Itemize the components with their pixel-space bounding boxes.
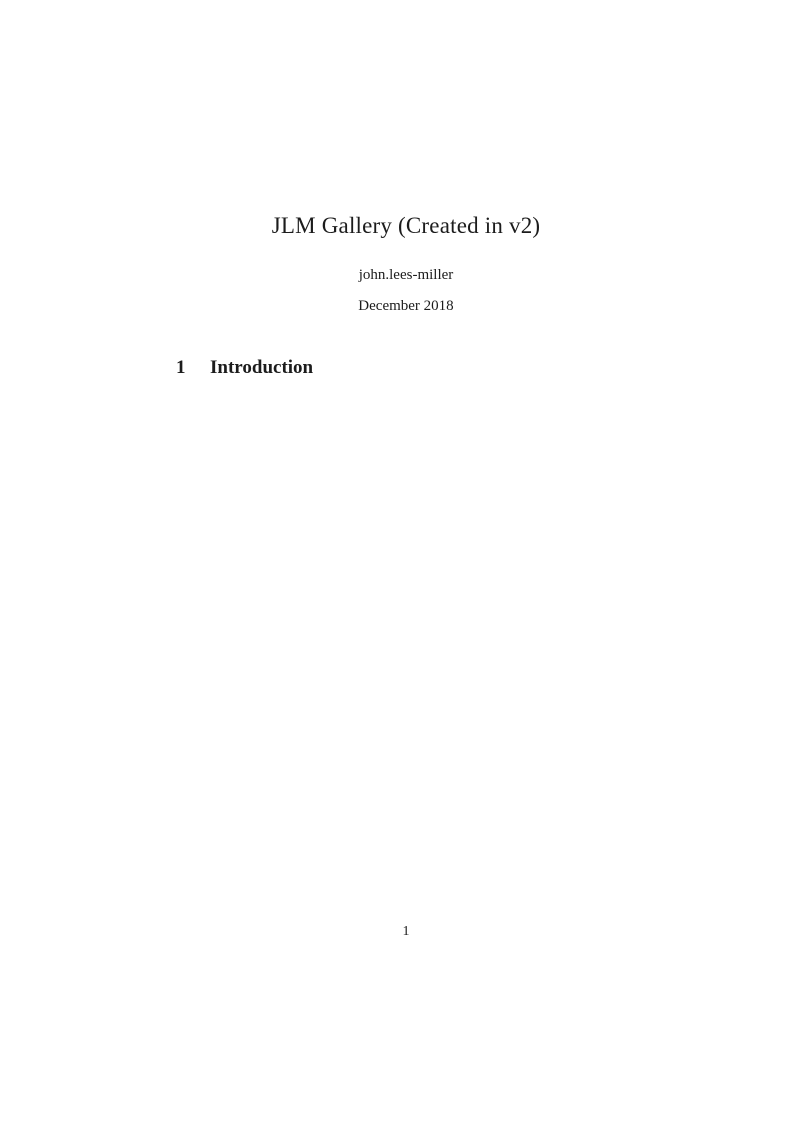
title-block [176, 0, 636, 315]
text-column [176, 0, 636, 379]
document-title: JLM Gallery (Created in v2) [271, 213, 541, 238]
document-author: john.lees-miller [358, 266, 454, 283]
page-number: 1 [402, 924, 410, 939]
section-number: 1 [176, 356, 186, 378]
section-title: Introduction [210, 356, 314, 378]
section-heading [176, 357, 636, 380]
document-date: December 2018 [358, 297, 454, 314]
